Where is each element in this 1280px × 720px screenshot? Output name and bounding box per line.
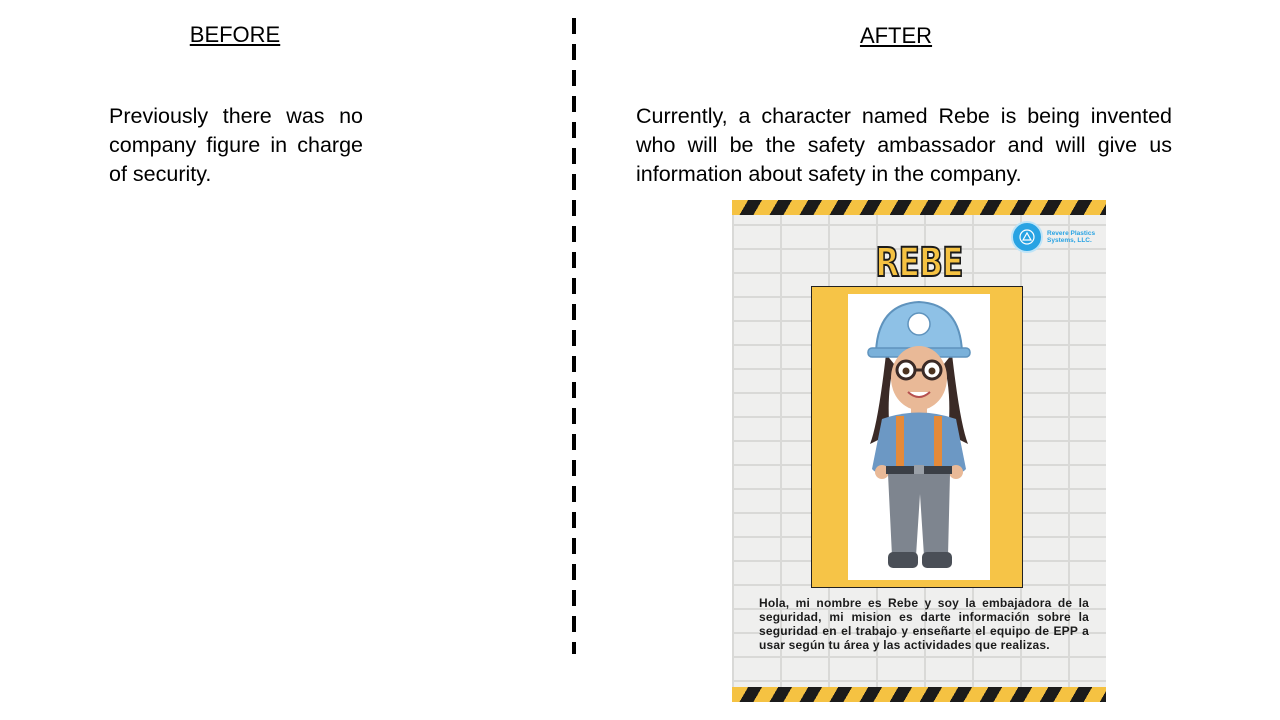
hazard-stripe-bottom <box>732 687 1106 702</box>
rebe-poster <box>732 200 1106 702</box>
poster-caption: Hola, mi nombre es Rebe y soy la embajadora de la seguridad, mi mision es darte información sobre la seguridad en el trabajo y enseñarte el equipo de EPP a usar según tu área y las actividades que realizas. <box>759 596 1089 652</box>
before-text: Previously there was no company figure in charge of security. <box>109 104 363 186</box>
poster-title: REBE <box>875 240 963 286</box>
before-heading: BEFORE <box>189 22 281 47</box>
dashed-divider <box>572 18 576 654</box>
logo-text: Revere Plastics Systems, LLC. <box>1047 230 1096 244</box>
after-text: Currently, a character named Rebe is being invented who will be the safety ambassador and will give us information about safety in the company. <box>636 104 1172 186</box>
photo-frame <box>811 286 1023 588</box>
character-image <box>848 294 990 580</box>
after-heading: AFTER <box>859 23 933 48</box>
hazard-stripe-top <box>732 200 1106 215</box>
